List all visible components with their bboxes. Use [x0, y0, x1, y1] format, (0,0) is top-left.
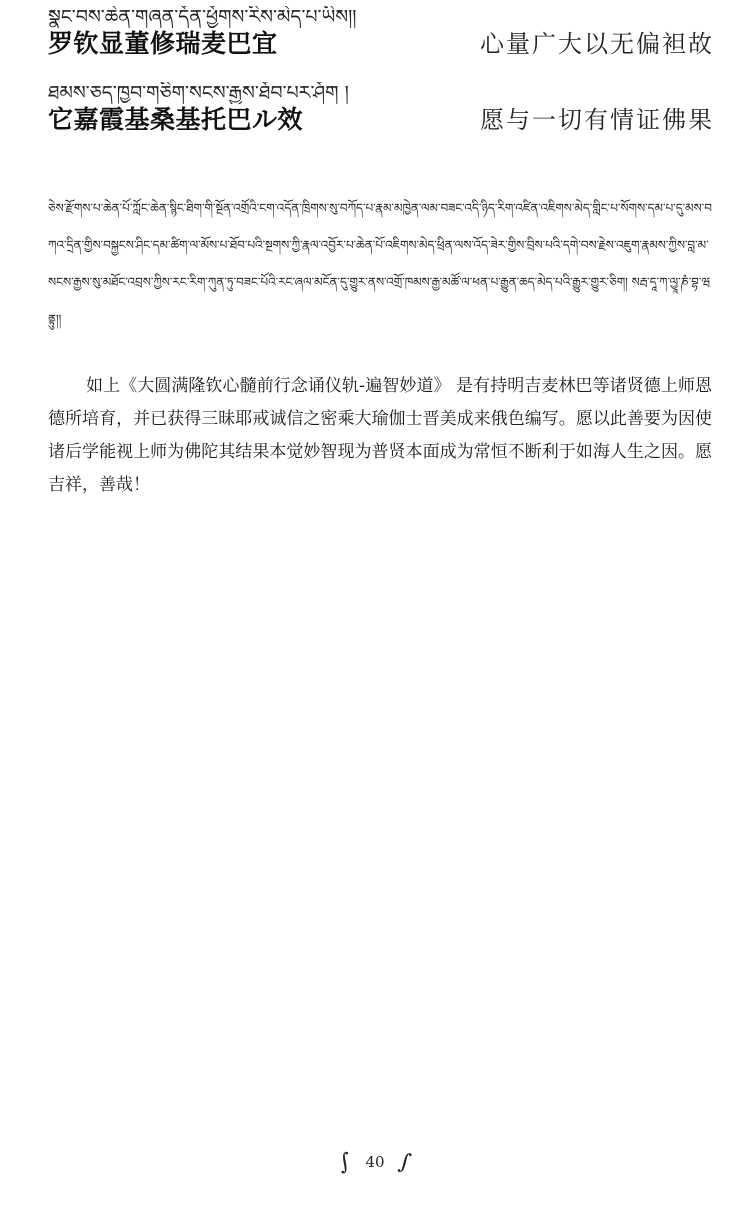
- verse-2-translation: 愿与一切有情证佛果: [480, 106, 714, 134]
- verse-2: [48, 82, 714, 136]
- verse-2-tibetan: ཐམས་ཅད་ཁྱབ་གཅིག་སངས་རྒྱས་ཐོབ་པར་ཤོག །: [48, 82, 349, 104]
- verse-1-row: [48, 28, 714, 60]
- page-number-footer: [0, 1150, 750, 1175]
- page-number: 40: [365, 1152, 385, 1171]
- colophon-chinese: 如上《大圆满隆钦心髓前行念诵仪轨-遍智妙道》 是有持明吉麦林巴等诸贤德上师恩德所培育，并已获得三昧耶戒诚信之密乘大瑜伽士晋美成来俄色编写。愿以此善要为因使诸后学能视上师为佛陀其结果本觉妙智现为普贤本面成为常恒不断利于如海人生之因。愿吉祥，善哉！: [48, 376, 712, 495]
- verse-1-translation: 心量广大以无偏袒故: [480, 30, 714, 58]
- verse-1: [48, 6, 714, 60]
- verse-1-phonetic: 罗钦显董修瑞麦巴宜: [48, 29, 278, 58]
- left-flourish-icon: ∫: [336, 1149, 354, 1176]
- verse-1-tibetan: སྣང་བས་ཆེན་གཞན་དོན་ཕྱོགས་རིས་མེད་པ་ཡིས།།: [48, 6, 357, 28]
- colophon-tibetan: ཅེས་རྫོགས་པ་ཆེན་པོ་ཀློང་ཆེན་སྙིང་ཐིག་གི་སྔོན་འགྲོའི་ངག་འདོན་ཁྲིགས་སུ་བཀོད་པ་རྣམ་མཁྱེན་ལམ་བཟང་འདི་ཉིད་རིག་འཛིན་འཇིགས་མེད་གླིང་པ་སོགས་དམ་པ་དུ་མས་བཀའ་དྲིན་གྱིས་བསྐྱངས་ཤིང་དམ་ཚིག་ལ་མོས་པ་ཐོབ་པའི་སྔགས་ཀྱི་རྣལ་འབྱོར་པ་ཆེན་པོ་འཇིགས་མེད་ཕྲིན་ལས་འོད་ཟེར་གྱིས་བྲིས་པའི་དགེ་བས་རྗེས་འཇུག་རྣམས་ཀྱིས་བླ་མ་སངས་རྒྱས་སུ་མཐོང་འབྲས་ཀྱིས་རང་རིག་ཀུན་ཏུ་བཟང་པོའི་རང་ཞལ་མངོན་དུ་གྱུར་ནས་འགྲོ་ཁམས་རྒྱ་མཚོ་ལ་ཕན་པ་རྒྱུན་ཆད་མེད་པའི་རྒྱུར་གྱུར་ཅིག། སརྦ་དཱ་ཀ་ལྱཱ་ཎཾ་བྷ་ཝནྟུ།།: [48, 201, 712, 326]
- verse-2-phonetic: 它嘉霞基桑基托巴ル效: [48, 105, 304, 134]
- right-flourish-icon: ∫: [396, 1149, 414, 1176]
- verse-2-row: [48, 104, 714, 136]
